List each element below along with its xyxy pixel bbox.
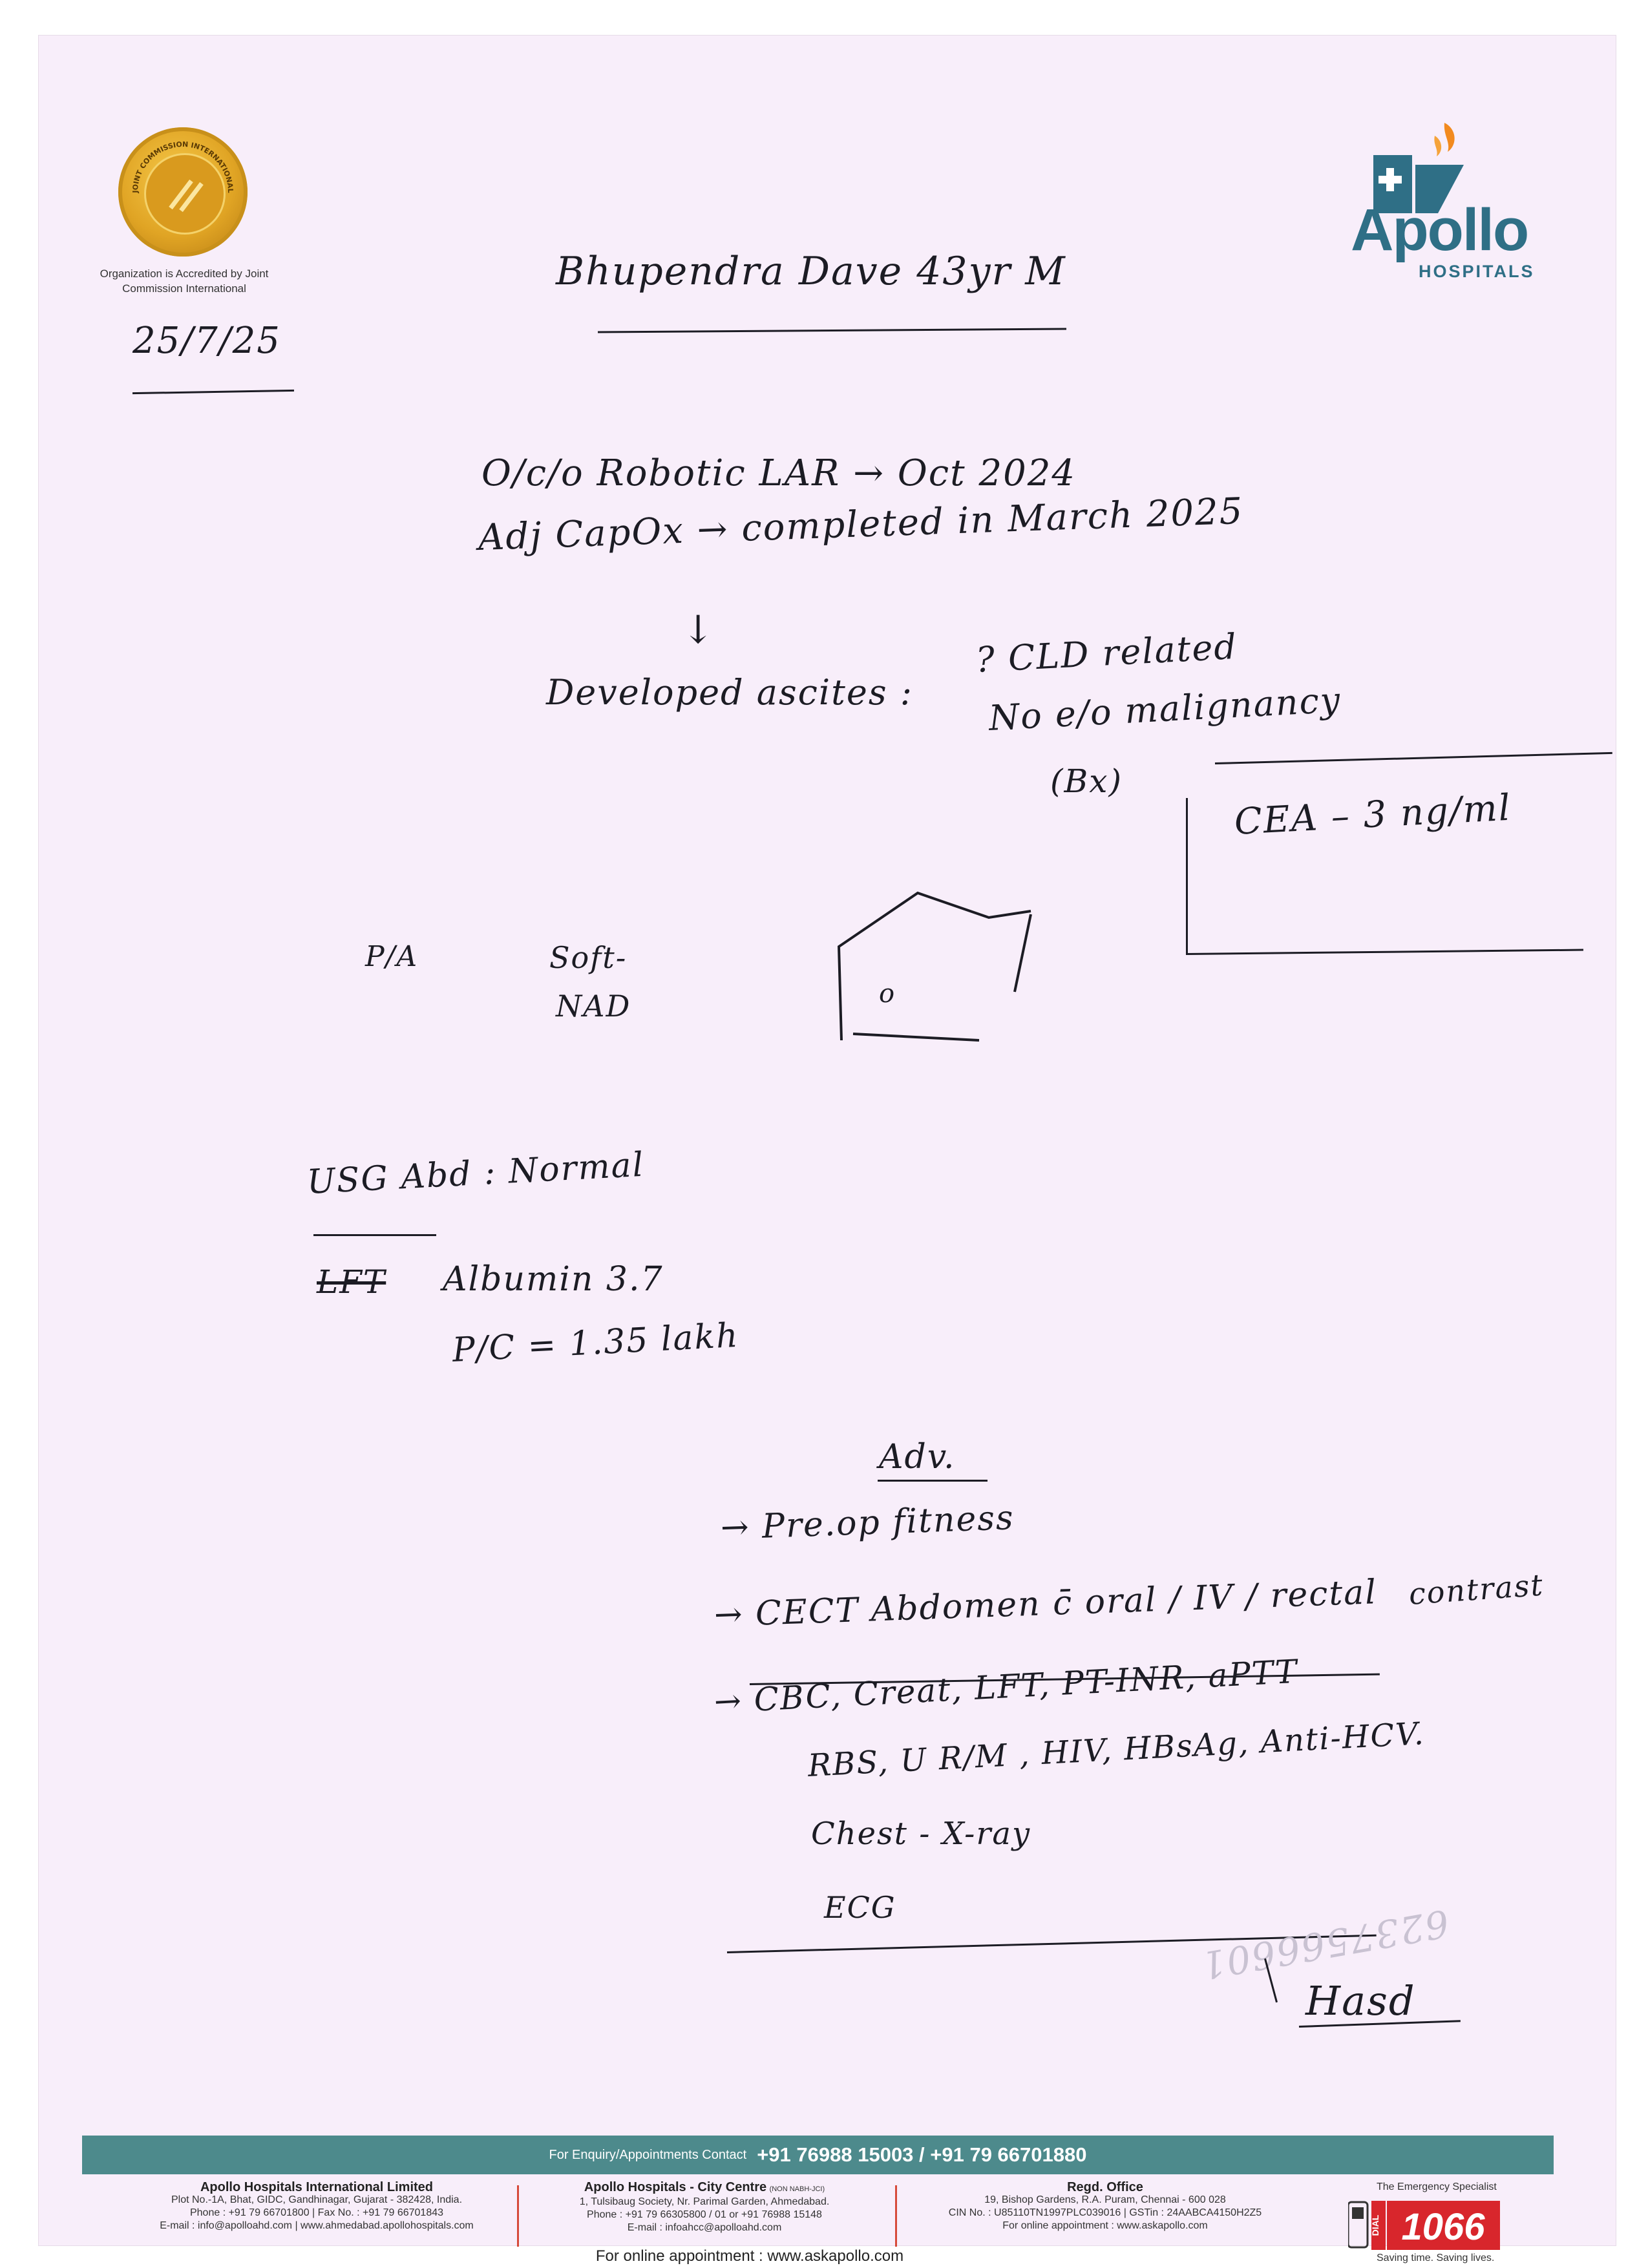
- advice-title: Adv.: [879, 1438, 956, 1476]
- no-malignancy: No e/o malignancy: [988, 679, 1342, 739]
- patient-name: Bhupendra Dave 43yr M: [556, 249, 1066, 294]
- svg-text:DIAL: DIAL: [1370, 2214, 1380, 2236]
- developed-ascites: Developed ascites :: [546, 672, 913, 713]
- col1-address: Plot No.-1A, Bhat, GIDC, Gandhinagar, Gujarat - 382428, India.: [171, 2194, 463, 2205]
- arrow-down: ↓: [682, 607, 716, 653]
- pa-label: P/A: [365, 940, 419, 973]
- advice-preop-fitness: → Pre.op fitness: [719, 1498, 1015, 1548]
- diagram-marker: o: [879, 979, 896, 1009]
- enquiry-phones[interactable]: +91 76988 15003 / +91 79 66701880: [757, 2143, 1087, 2166]
- col3-cin: CIN No. : U85110TN1997PLC039016 | GSTin : 24AABCA4150H2Z5: [948, 2207, 1262, 2218]
- history-line-2: Adj CapOx → completed in March 2025: [477, 490, 1245, 559]
- advice-ecg: ECG: [824, 1890, 896, 1925]
- cea-value: CEA – 3 ng/ml: [1233, 786, 1513, 843]
- advice-lab-tests-2: RBS, U R/M , HIV, HBsAg, Anti-HCV.: [807, 1716, 1426, 1784]
- biopsy-note: (Bx): [1050, 762, 1123, 800]
- apollo-brand-name: Apollo: [1351, 197, 1528, 263]
- usg-abdomen: USG Abd : Normal: [306, 1145, 646, 1202]
- seal-center: [144, 153, 226, 235]
- apollo-brand-sub: HOSPITALS: [1419, 262, 1535, 281]
- enquiry-label: For Enquiry/Appointments Contact: [549, 2147, 747, 2162]
- col2-email[interactable]: E-mail : infoahcc@apolloahd.com: [627, 2222, 782, 2233]
- lft-label: LFT: [317, 1263, 386, 1301]
- faded-stamp-number: 6237566601: [1197, 1900, 1452, 1988]
- emergency-tagline: The Emergency Specialist: [1377, 2181, 1497, 2192]
- col3-address: 19, Bishop Gardens, R.A. Puram, Chennai - 600 028: [984, 2194, 1226, 2205]
- pa-value-nad: NAD: [556, 989, 631, 1024]
- online-appointment[interactable]: For online appointment : www.askapollo.com: [595, 2247, 904, 2265]
- advice-underline: [878, 1480, 988, 1482]
- advice-lab-tests-1: → CBC, Creat, LFT, PT-INR, aPTT: [713, 1652, 1299, 1721]
- accreditation-text: Organization is Accredited by Joint Commission International: [100, 268, 269, 295]
- advice-cect-abdomen: → CECT Abdomen c̄ oral / IV / rectal: [713, 1573, 1378, 1635]
- jci-seal-logo: [118, 127, 248, 257]
- cld-related: ? CLD related: [975, 625, 1239, 680]
- emergency-slogan: Saving time. Saving lives.: [1377, 2252, 1495, 2263]
- col1-title: Apollo Hospitals International Limited: [200, 2180, 434, 2194]
- cea-box-left: [1186, 798, 1188, 953]
- history-line-1: O/c/o Robotic LAR → Oct 2024: [481, 452, 1076, 494]
- col3-online[interactable]: For online appointment : www.askapollo.com: [1002, 2220, 1208, 2231]
- footer-contact-bar: [82, 2136, 1554, 2174]
- pa-value-soft: Soft-: [549, 940, 628, 975]
- usg-underline: [313, 1234, 436, 1236]
- col2-title: Apollo Hospitals - City Centre: [584, 2180, 767, 2194]
- albumin-value: Albumin 3.7: [443, 1260, 664, 1299]
- advice-contrast: contrast: [1408, 1567, 1545, 1612]
- footer-separator: [895, 2185, 897, 2247]
- note-date: 25/7/25: [132, 320, 281, 362]
- col2-phone: Phone : +91 79 66305800 / 01 or +91 76988 15148: [587, 2209, 822, 2220]
- svg-text:1066: 1066: [1401, 2206, 1485, 2248]
- col2-note: (NON NABH-JCI): [769, 2185, 825, 2193]
- doctor-signature: Hasd: [1305, 1977, 1416, 2024]
- col1-phone: Phone : +91 79 66701800 | Fax No. : +91 79 66701843: [189, 2207, 444, 2218]
- abdomen-diagram: [834, 885, 1047, 1053]
- footer-separator: [517, 2185, 519, 2247]
- col3-title: Regd. Office: [1067, 2180, 1143, 2194]
- advice-chest-xray: Chest - X-ray: [811, 1816, 1031, 1852]
- svg-text:JOINT COMMISSION INTERNATIONAL: JOINT COMMISSION INTERNATIONAL: [131, 140, 235, 193]
- col1-email[interactable]: E-mail : info@apolloahd.com | www.ahmedabad.apollohospitals.com: [160, 2220, 474, 2231]
- footer-col-regd-office: [905, 2181, 1305, 2232]
- footer-col-international: [116, 2181, 517, 2232]
- col2-address: 1, Tulsibaug Society, Nr. Parimal Garden, Ahmedabad.: [579, 2196, 830, 2207]
- footer-col-city-centre: [533, 2181, 876, 2234]
- platelet-count: P/C = 1.35 lakh: [451, 1316, 740, 1370]
- emergency-dial-badge: [1348, 2197, 1510, 2252]
